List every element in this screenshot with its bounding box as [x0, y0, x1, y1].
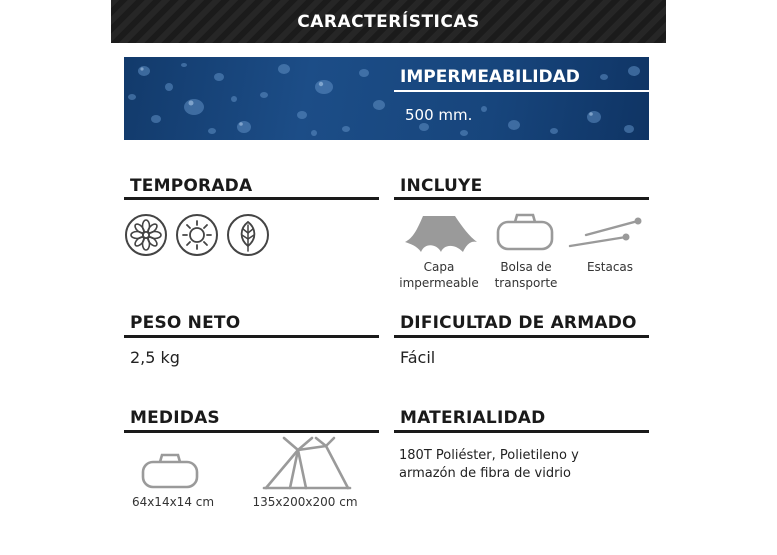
include-item-stakes-line1: Estacas [586, 260, 634, 274]
spring-flower-icon [124, 213, 168, 257]
dimensions-title: MEDIDAS [130, 408, 220, 428]
includes-rule [394, 197, 649, 200]
material-line1: 180T Poliéster, Polietileno y [399, 448, 579, 463]
characteristics-header [111, 0, 666, 43]
includes-title: INCLUYE [400, 176, 483, 196]
include-item-bag-line1: Bolsa de [500, 260, 552, 274]
material-value [399, 447, 579, 483]
waterproof-banner [124, 57, 649, 140]
difficulty-value: Fácil [400, 348, 436, 367]
net-weight-title: PESO NETO [130, 313, 241, 333]
dimensions-rule [124, 430, 379, 433]
carry-bag-icon [495, 212, 555, 252]
packed-bag-icon [140, 452, 200, 490]
mounted-size-value: 135x200x200 cm [252, 495, 358, 509]
packed-size-value: 64x14x14 cm [131, 495, 215, 509]
include-item-stakes [570, 259, 650, 275]
autumn-leaf-icon [226, 213, 270, 257]
season-title: TEMPORADA [130, 176, 253, 196]
include-item-fly-line1: Capa [423, 260, 455, 274]
waterproof-title: IMPERMEABILIDAD [400, 67, 580, 87]
include-item-fly-line2: impermeable [399, 276, 479, 290]
tent-icon [262, 436, 352, 492]
banner-divider [394, 90, 649, 92]
material-line2: armazón de fibra de vidrio [399, 466, 571, 481]
difficulty-rule [394, 335, 649, 338]
net-weight-rule [124, 335, 379, 338]
season-rule [124, 197, 379, 200]
stakes-icon [568, 215, 646, 249]
header-title: CARACTERÍSTICAS [297, 11, 480, 32]
include-item-bag-line2: transporte [494, 276, 558, 290]
material-rule [394, 430, 649, 433]
include-item-bag [486, 259, 566, 291]
waterproof-value: 500 mm. [405, 106, 473, 124]
material-title: MATERIALIDAD [400, 408, 546, 428]
difficulty-title: DIFICULTAD DE ARMADO [400, 313, 637, 333]
summer-sun-icon [175, 213, 219, 257]
waterproof-fly-icon [403, 212, 479, 254]
include-item-fly [394, 259, 484, 291]
net-weight-value: 2,5 kg [130, 348, 180, 367]
